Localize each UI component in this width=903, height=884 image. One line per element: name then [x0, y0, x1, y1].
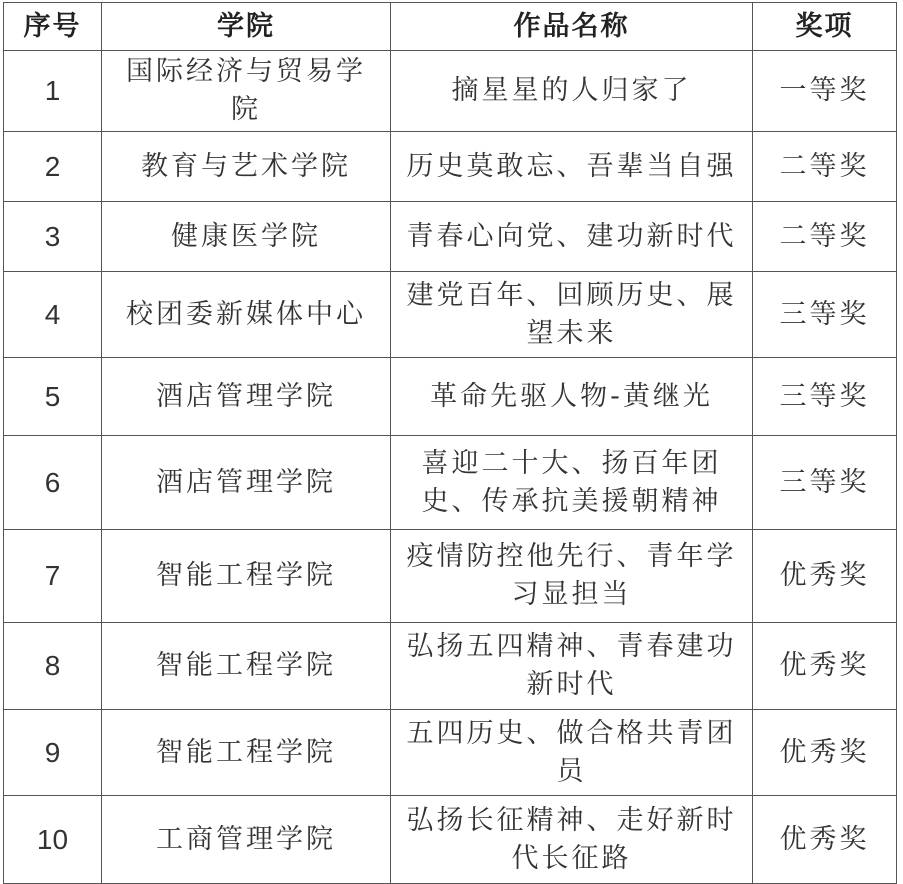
cell-index: 4	[4, 272, 102, 358]
table-row	[4, 436, 897, 530]
header-award: 奖项	[753, 3, 897, 51]
cell-award: 三等奖	[753, 436, 897, 530]
cell-award: 三等奖	[753, 358, 897, 436]
cell-title: 五四历史、做合格共青团员	[391, 710, 753, 796]
cell-college: 教育与艺术学院	[102, 132, 391, 202]
table-row	[4, 132, 897, 202]
cell-index: 8	[4, 623, 102, 710]
cell-award: 优秀奖	[753, 796, 897, 884]
cell-index: 2	[4, 132, 102, 202]
cell-award: 优秀奖	[753, 623, 897, 710]
header-index: 序号	[4, 3, 102, 51]
cell-index: 9	[4, 710, 102, 796]
table-row	[4, 51, 897, 132]
cell-index: 1	[4, 51, 102, 132]
cell-title: 青春心向党、建功新时代	[391, 202, 753, 272]
cell-award: 三等奖	[753, 272, 897, 358]
cell-index: 6	[4, 436, 102, 530]
header-row	[4, 3, 897, 51]
cell-title: 弘扬长征精神、走好新时代长征路	[391, 796, 753, 884]
cell-college: 酒店管理学院	[102, 436, 391, 530]
cell-index: 3	[4, 202, 102, 272]
table-row	[4, 796, 897, 884]
cell-index: 5	[4, 358, 102, 436]
cell-index: 7	[4, 530, 102, 623]
cell-college: 智能工程学院	[102, 710, 391, 796]
header-college: 学院	[102, 3, 391, 51]
table-row	[4, 623, 897, 710]
cell-college: 工商管理学院	[102, 796, 391, 884]
cell-title: 喜迎二十大、扬百年团史、传承抗美援朝精神	[391, 436, 753, 530]
table-row	[4, 710, 897, 796]
cell-award: 一等奖	[753, 51, 897, 132]
table-row	[4, 358, 897, 436]
cell-title: 摘星星的人归家了	[391, 51, 753, 132]
cell-college: 健康医学院	[102, 202, 391, 272]
table-row	[4, 202, 897, 272]
header-title: 作品名称	[391, 3, 753, 51]
cell-college: 酒店管理学院	[102, 358, 391, 436]
cell-title: 历史莫敢忘、吾辈当自强	[391, 132, 753, 202]
cell-title: 革命先驱人物-黄继光	[391, 358, 753, 436]
cell-title: 疫情防控他先行、青年学习显担当	[391, 530, 753, 623]
cell-college: 智能工程学院	[102, 530, 391, 623]
cell-award: 二等奖	[753, 132, 897, 202]
cell-college: 校团委新媒体中心	[102, 272, 391, 358]
cell-college: 智能工程学院	[102, 623, 391, 710]
award-table	[3, 2, 897, 884]
cell-award: 二等奖	[753, 202, 897, 272]
cell-award: 优秀奖	[753, 710, 897, 796]
cell-title: 建党百年、回顾历史、展望未来	[391, 272, 753, 358]
cell-college: 国际经济与贸易学院	[102, 51, 391, 132]
table-row	[4, 530, 897, 623]
cell-award: 优秀奖	[753, 530, 897, 623]
cell-title: 弘扬五四精神、青春建功新时代	[391, 623, 753, 710]
table-row	[4, 272, 897, 358]
cell-index: 10	[4, 796, 102, 884]
